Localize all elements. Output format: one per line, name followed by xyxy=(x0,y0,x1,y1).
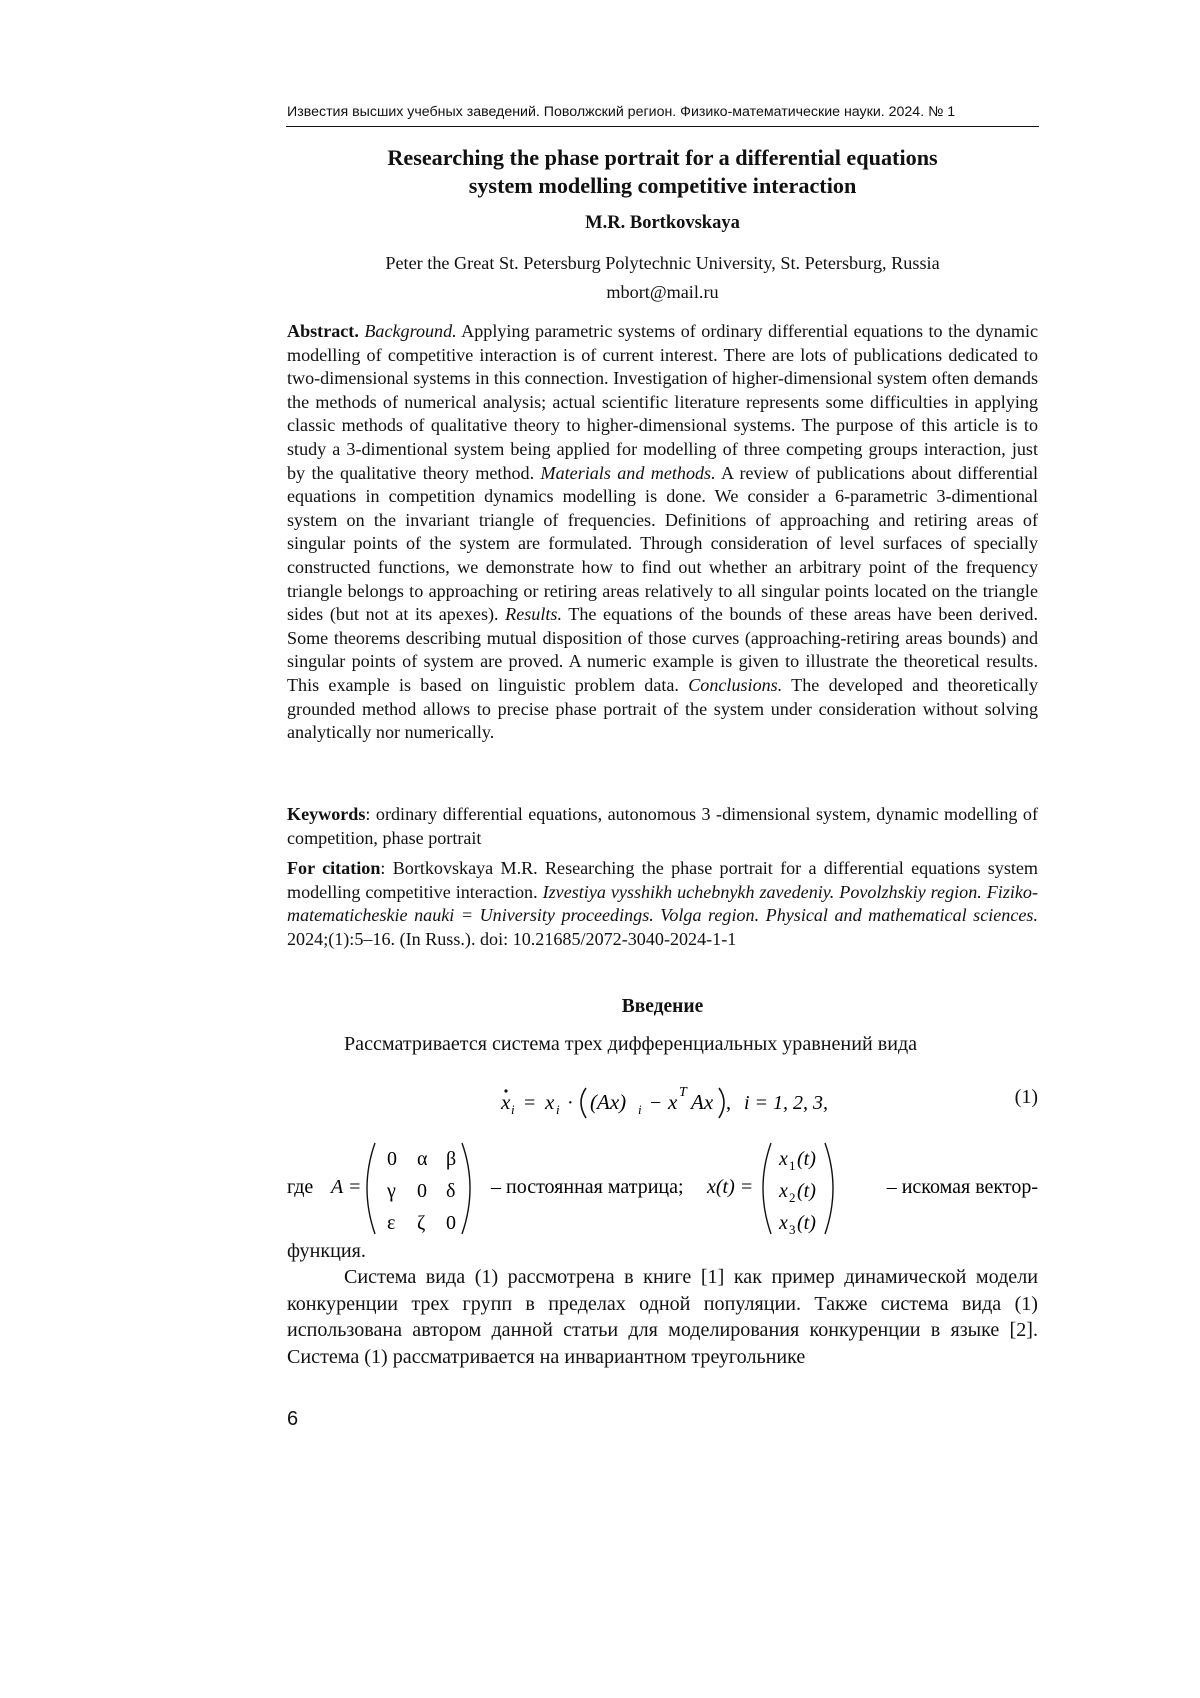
eq-dot-operator: · xyxy=(567,1092,574,1114)
section-title: Введение xyxy=(621,996,704,1017)
eq-transpose: T xyxy=(679,1085,687,1100)
equation-1 xyxy=(490,1082,910,1122)
matrix-cell: γ xyxy=(387,1180,396,1202)
continuation-word: функция. xyxy=(287,1240,366,1262)
eq-index-range: i = 1, 2, 3, xyxy=(744,1092,829,1114)
abstract-results-text: The equations of the bounds of these areas have been derived. Some theorems describing mutual disposition of those curves (approaching-retiring areas bounds) and singular points of system are proved. A numeric example is given to illustrate the theoretical results. This example is based on linguistic problem data. xyxy=(287,604,1038,695)
eq-minus: − xyxy=(650,1092,662,1114)
eq-Ax-sub: i xyxy=(638,1102,642,1117)
eq-lhs-sub: i xyxy=(511,1102,515,1117)
author-email: mbort@mail.ru xyxy=(606,282,719,302)
body-paragraph: Система вида (1) рассмотрена в книге [1] как пример динамической модели конкуренции трех групп в пределах одной популяции. Также система вида (1) использована автором данной статьи для моделирования конкуренции в языке [2]. Система (1) рассматривается на инвариантном треугольнике xyxy=(287,1266,1038,1369)
citation-text: : Bortkovskaya M.R. Researching the phase portrait for a differential equations system modelling competitive interaction. xyxy=(287,858,1038,902)
affiliation-block xyxy=(287,249,1038,307)
vector-left-bracket xyxy=(763,1143,771,1234)
citation-label: For citation xyxy=(287,858,381,878)
eq-Ax: (Ax) xyxy=(590,1090,627,1114)
vector-x1-sub: 1 xyxy=(789,1158,796,1173)
keywords-label: Keywords xyxy=(287,804,366,824)
affiliation: Peter the Great St. Petersburg Polytechnic University, St. Petersburg, Russia xyxy=(385,253,940,273)
eq-Ax-2: Ax xyxy=(691,1090,714,1114)
vector-right-bracket xyxy=(825,1143,833,1234)
abstract-materials-text: A review of publications about differential equations in competition dynamics modelling is done. We consider a 6-parametric 3-dimentional system on the invariant triangle of frequencies. Definitions of approaching and retiring areas of singular points of the system are formulated. Through consideration of level surfaces of specially constructed functions, we demonstrate how to find out whether an arbitrary point of the frequency triangle belongs to approaching or retiring areas relatively to all singular points located on the triangle sides (but not at its apexes). xyxy=(287,462,1038,625)
keywords-text: : ordinary differential equations, autonomous 3 -dimensional system, dynamic modelling of competition, phase portrait xyxy=(287,804,1038,848)
matrix-right-bracket xyxy=(462,1143,470,1234)
matrix-A-label: A = xyxy=(331,1176,362,1198)
abstract-materials-label: Materials and methods. xyxy=(540,462,716,483)
vector-component-1 xyxy=(778,1148,816,1173)
vector-x-label: x(t) = xyxy=(707,1176,754,1198)
vector-description: – искомая вектор- xyxy=(886,1176,1038,1198)
matrix-cell: α xyxy=(417,1148,428,1170)
abstract xyxy=(287,320,1038,745)
vector-x1: x xyxy=(779,1148,788,1170)
eq-comma: , xyxy=(726,1092,731,1114)
matrix-cell: ε xyxy=(387,1212,396,1234)
matrix-cell: ζ xyxy=(417,1212,426,1234)
running-head: Известия высших учебных заведений. Поволжский регион. Физико-математические науки. 2024. № 1 xyxy=(287,104,956,120)
matrix-description: – постоянная матрица; xyxy=(491,1176,684,1198)
eq-rhs-x: x xyxy=(545,1090,555,1114)
eq-rhs-sub: i xyxy=(556,1102,560,1117)
vector-x3-arg: (t) xyxy=(797,1212,816,1234)
abstract-background-label: Background. xyxy=(364,321,457,341)
matrix-cell: β xyxy=(446,1148,457,1170)
eq-equals: = xyxy=(524,1092,536,1114)
vector-component-2 xyxy=(778,1180,816,1205)
vector-x3: x xyxy=(779,1212,788,1234)
eq-right-paren xyxy=(719,1088,724,1118)
eq-xT: x xyxy=(668,1090,678,1114)
abstract-results-label: Results. xyxy=(505,604,562,625)
keywords xyxy=(287,803,1038,850)
citation-doi: 2024;(1):5–16. (In Russ.). doi: 10.21685/2072-3040-2024-1-1 xyxy=(287,928,737,949)
matrix-cell: 0 xyxy=(387,1148,397,1170)
abstract-label: Abstract. xyxy=(287,321,359,341)
page-number: 6 xyxy=(287,1408,299,1430)
matrix-cell: 0 xyxy=(446,1212,456,1234)
where-word: где xyxy=(287,1176,314,1198)
vector-x2-sub: 2 xyxy=(789,1190,796,1205)
citation xyxy=(287,857,1038,951)
header-rule xyxy=(286,126,1039,127)
intro-line: Рассматривается система трех дифференциальных уравнений вида xyxy=(344,1033,918,1055)
abstract-background-text: Applying parametric systems of ordinary differential equations to the dynamic modelling of competitive interaction is of current interest. There are lots of publications dedicated to two-dimensional systems in this connection. Investigation of higher-dimensional system often demands the methods of numerical analysis; actual scientific literature represents some difficulties in applying classic methods of qualitative theory to higher-dimensional systems. The purpose of this article is to study a 3-dimentional system being applied for modelling of three competing groups interaction, just by the qualitative theory method. xyxy=(287,321,1038,483)
matrix-cell: 0 xyxy=(417,1180,427,1202)
equation-number: (1) xyxy=(1014,1086,1038,1108)
vector-component-3 xyxy=(778,1212,816,1237)
eq-lhs-x: x xyxy=(501,1090,511,1114)
citation-journal: Izvestiya vysshikh uchebnykh zavedeniy. Povolzhskiy region. Fiziko-matematicheskie nauki = University proceedings. Volga region. Physical and mathematical sciences. xyxy=(287,881,1038,926)
vector-x2-arg: (t) xyxy=(797,1180,816,1202)
title-line-2: system modelling competitive interaction xyxy=(468,173,857,198)
article-title xyxy=(287,144,1038,200)
abstract-conclusions-label: Conclusions. xyxy=(688,674,783,695)
matrix-left-bracket xyxy=(367,1143,375,1234)
eq-left-paren xyxy=(581,1088,586,1118)
matrix-cell: δ xyxy=(446,1180,456,1202)
author-name: M.R. Bortkovskaya xyxy=(585,213,740,233)
abstract-conclusions-text: The developed and theoretically grounded method allows to precise phase portrait of the system under consideration without solving analytically nor numerically. xyxy=(287,674,1038,743)
vector-x3-sub: 3 xyxy=(789,1222,796,1237)
vector-x1-arg: (t) xyxy=(797,1148,816,1170)
matrix-definition xyxy=(287,1140,1038,1240)
vector-x2: x xyxy=(779,1180,788,1202)
title-line-1: Researching the phase portrait for a differential equations xyxy=(387,145,938,170)
